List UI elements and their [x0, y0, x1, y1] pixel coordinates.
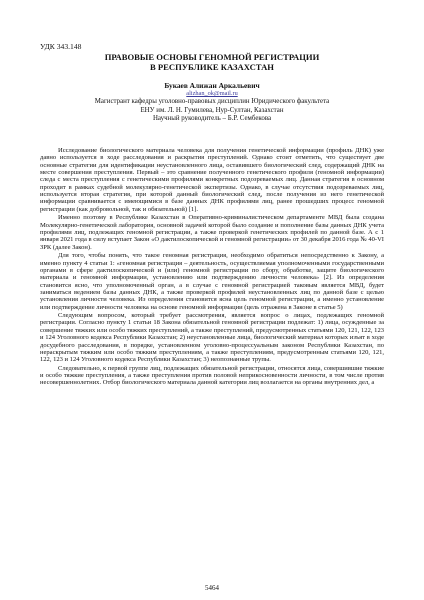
article-title-line-1: ПРАВОВЫЕ ОСНОВЫ ГЕНОМНОЙ РЕГИСТРАЦИИ — [104, 52, 320, 62]
body-paragraph: Следовательно, к первой группе лиц, подлежащих обязательной регистрации, относятся лица, совершившие тяжкие и особо тяжкие преступления, а также преступления против половой неприкосновенности личности, в том числе против несовершеннолетних. Отбор биологического материала данной категории лиц возлагается на органы внутренних дел, а — [40, 364, 384, 387]
page-number: 5464 — [205, 584, 219, 592]
author-name: Букаев Алижан Аркальевич — [164, 81, 260, 90]
body-paragraph: Именно поэтому в Республике Казахстан в Оперативно-криминалистическом департаменте МВД была создана Молекулярно-генетической лаборатория, основной задачей которой было создание и пополнение базы данных ДНК учета профилями лиц, подлежащих геномной регистрации, а также проверкой генетических профилей по данной базе. А с 1 января 2021 года в силу вступает Закон «О дактилоскопической и геномной регистрации» от 30 декабря 2016 года № 40-VI ЗРК (далее Закон). — [40, 214, 384, 251]
body-paragraph: Следующим вопросом, который требует рассмотрения, является вопрос о лицах, подлежащих геномной регистрации. Согласно пункту 1 статьи 18 Закона обязательной геномной регистрации подлежат: 1) лица, осужденные за совершение тяжких или особо тяжких преступлений, а также преступлений, предусмотренных статьями 120, 121, 122, 123 и 124 Уголовного кодекса Республики Казахстан; 2) неустановленные лица, биологический материал которых изъят в ходе досудебного расследования, в порядке, установленном уголовно-процессуальным законом Республики Казахстан, по нераскрытым тяжким или особо тяжким преступлениям, а также преступлениям, предусмотренным статьями 120, 121, 122, 123 и 124 Уголовного кодекса Республики Казахстан; 3) неопознанные трупы. — [40, 312, 384, 364]
body-paragraph: Для того, чтобы понять, что такое геномная регистрация, необходимо обратиться непосредственно к Закону, а именно пункту 4 статьи 1: «геномная регистрация – деятельность, осуществляемая уполномоченными государственными органами в сфере дактилоскопической и (или) геномной регистрации по сбору, обработке, защите биологического материала и геномной информации, установлению или подтверждению личности человека» [2]. Из определения становится ясно, что уполномоченный орган, а в случае с геномной регистрацией таковым является МВД, будет заниматься ведением базы данных ДНК, а также проверкой профилей неустановленных лиц по данной базе с целью установления личности человека. Из определения становится ясна цель геномной регистрации, а именно установление или подтверждение личности человека на основе геномной информации (цель отражена в Законе в статье 5) — [40, 252, 384, 311]
scientific-supervisor: Научный руководитель – Б.Р. Сембекова — [152, 114, 272, 122]
article-body — [40, 147, 384, 388]
body-paragraph: Исследование биологического материала человека для получения генетической информации (профиль ДНК) уже давно используется в ходе расследования и раскрытия преступлений. Однако стоит отметить, что существует две основные стратегии для идентификации неустановленного лица, оставившего биологический след, содержащий ДНК на месте совершения преступления. Первый – это сравнение полученного генетического профиля (геномной информации) следа с места преступления с генетическими профилями конкретных подозреваемых лиц. Данная стратегия в основном проходит в рамках судебной молекулярно-генетической экспертизы. Однако, в случае отсутствия подозреваемых лиц, используется вторая стратегия, при которой данный биологический след, после получения из него генетической информации сравнивается с имеющимися в базе данных ДНК профилями лиц, ранее прошедших процесс геномной регистрации (как добровольной, так и обязательной) [1]. — [40, 147, 384, 213]
udk-code: УДК 343.148 — [40, 42, 82, 51]
author-block — [60, 82, 364, 123]
author-email-link[interactable]: alizhan_ok@mail.ru — [186, 90, 238, 98]
article-title-line-2: В РЕСПУБЛИКЕ КАЗАХСТАН — [150, 62, 274, 72]
article-title — [56, 52, 368, 72]
author-affiliation-line-1: Магистрант кафедры уголовно-правовых дисциплин Юридического факультета — [94, 98, 330, 106]
author-affiliation-line-2: ЕНУ им. Л. Н. Гумилева, Нур-Султан, Казахстан — [140, 106, 284, 114]
